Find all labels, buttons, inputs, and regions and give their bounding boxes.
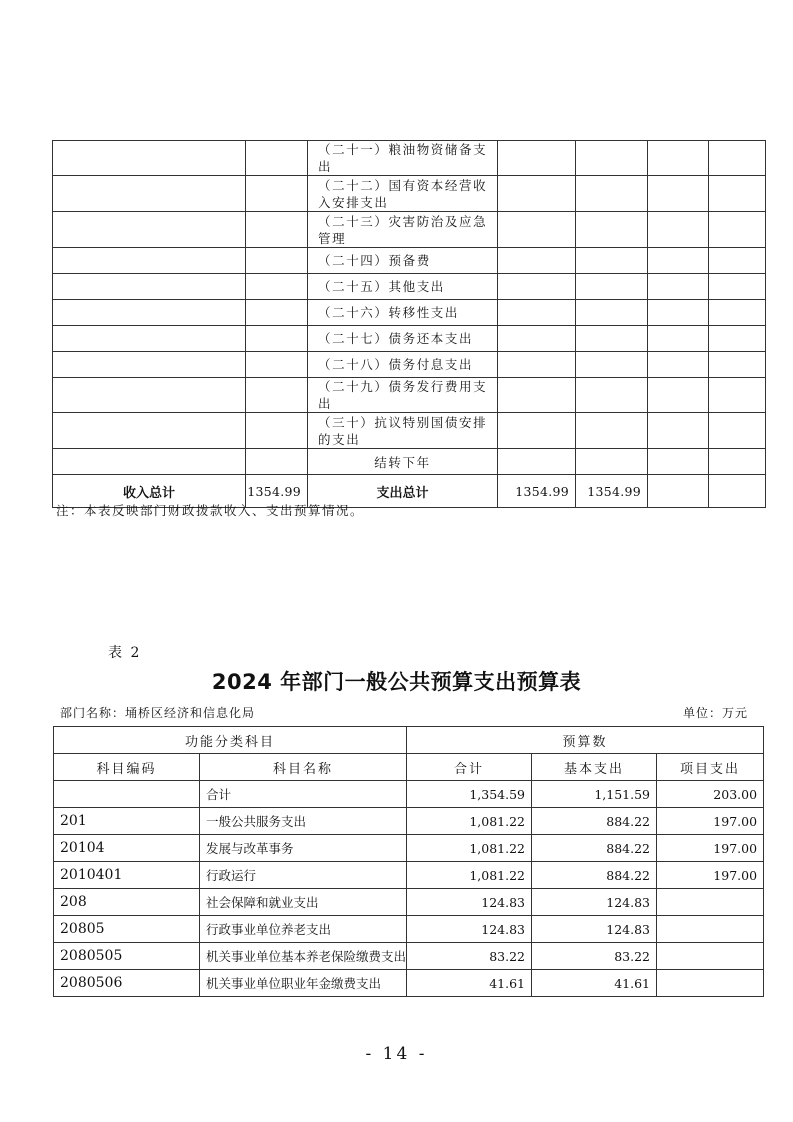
total-value: 124.83	[407, 916, 532, 943]
table-row	[53, 274, 766, 300]
subject-name: 合计	[200, 781, 407, 808]
table-row	[53, 326, 766, 352]
expense-item-label: （二十八）债务付息支出	[308, 352, 498, 378]
table-row	[54, 970, 764, 997]
project-value	[657, 889, 764, 916]
table-row	[53, 300, 766, 326]
project-value	[657, 916, 764, 943]
subject-name: 一般公共服务支出	[200, 808, 407, 835]
table-row	[54, 889, 764, 916]
subject-name: 行政运行	[200, 862, 407, 889]
basic-value: 124.83	[532, 889, 657, 916]
table-row	[53, 378, 766, 413]
total-value: 1,081.22	[407, 808, 532, 835]
subject-code: 2080505	[54, 943, 200, 970]
project-value: 203.00	[657, 781, 764, 808]
classification-header: 功能分类科目	[54, 727, 407, 754]
subject-name: 机关事业单位基本养老保险缴费支出	[200, 943, 407, 970]
page-number: - 14 -	[365, 1044, 428, 1064]
table-row	[53, 176, 766, 212]
expense-total-label: 支出总计	[308, 475, 498, 508]
expense-item-label: （三十）抗议特别国债安排的支出	[308, 413, 498, 449]
basic-value: 884.22	[532, 808, 657, 835]
basic-header: 基本支出	[532, 754, 657, 781]
table-row	[53, 141, 766, 176]
table-row	[54, 835, 764, 862]
basic-value: 83.22	[532, 943, 657, 970]
project-value: 197.00	[657, 808, 764, 835]
total-header: 合计	[407, 754, 532, 781]
table-row	[53, 352, 766, 378]
expense-item-label: （二十七）债务还本支出	[308, 326, 498, 352]
table-note: 注：本表反映部门财政拨款收入、支出预算情况。	[56, 503, 365, 518]
expense-item-label: （二十九）债务发行费用支出	[308, 378, 498, 413]
income-total-label: 收入总计	[53, 475, 246, 508]
expense-item-label: （二十二）国有资本经营收入安排支出	[308, 176, 498, 212]
total-value: 1,354.59	[407, 781, 532, 808]
project-header: 项目支出	[657, 754, 764, 781]
subject-code: 2080506	[54, 970, 200, 997]
subject-code: 20805	[54, 916, 200, 943]
table-row	[53, 449, 766, 475]
page-title: 2024 年部门一般公共预算支出预算表	[211, 670, 582, 694]
table-row	[53, 212, 766, 248]
code-header: 科目编码	[54, 754, 200, 781]
department-name: 部门名称：埇桥区经济和信息化局	[60, 706, 256, 720]
income-expense-table-continuation	[52, 140, 766, 508]
table-row	[54, 808, 764, 835]
table-row	[53, 413, 766, 449]
project-value: 197.00	[657, 835, 764, 862]
subject-code: 208	[54, 889, 200, 916]
subject-code: 20104	[54, 835, 200, 862]
subject-code	[54, 781, 200, 808]
table-row	[54, 916, 764, 943]
expense-item-label: （二十五）其他支出	[308, 274, 498, 300]
subject-name: 行政事业单位养老支出	[200, 916, 407, 943]
project-value	[657, 943, 764, 970]
project-value: 197.00	[657, 862, 764, 889]
total-value: 1,081.22	[407, 862, 532, 889]
table-row	[54, 781, 764, 808]
project-value	[657, 970, 764, 997]
expense-item-label: （二十三）灾害防治及应急管理	[308, 212, 498, 248]
subject-name: 社会保障和就业支出	[200, 889, 407, 916]
budget-header: 预算数	[407, 727, 764, 754]
basic-value: 884.22	[532, 862, 657, 889]
expense-total-value: 1354.99	[576, 475, 648, 508]
expense-item-label: （二十六）转移性支出	[308, 300, 498, 326]
table-row	[54, 862, 764, 889]
basic-value: 884.22	[532, 835, 657, 862]
total-value: 1,081.22	[407, 835, 532, 862]
basic-value: 1,151.59	[532, 781, 657, 808]
basic-value: 41.61	[532, 970, 657, 997]
income-total-value: 1354.99	[246, 475, 308, 508]
expense-total-value: 1354.99	[498, 475, 576, 508]
total-value: 83.22	[407, 943, 532, 970]
carry-forward-label: 结转下年	[308, 449, 498, 475]
subject-name: 机关事业单位职业年金缴费支出	[200, 970, 407, 997]
expense-item-label: （二十一）粮油物资储备支出	[308, 141, 498, 176]
table-number: 表 2	[108, 645, 142, 661]
subject-name: 发展与改革事务	[200, 835, 407, 862]
group-header-row	[54, 727, 764, 754]
total-value: 41.61	[407, 970, 532, 997]
column-header-row	[54, 754, 764, 781]
subject-code: 201	[54, 808, 200, 835]
total-value: 124.83	[407, 889, 532, 916]
table-row	[54, 943, 764, 970]
basic-value: 124.83	[532, 916, 657, 943]
unit-label: 单位：万元	[683, 706, 749, 720]
subject-code: 2010401	[54, 862, 200, 889]
table-row	[53, 248, 766, 274]
name-header: 科目名称	[200, 754, 407, 781]
budget-expenditure-table	[53, 726, 764, 997]
expense-item-label: （二十四）预备费	[308, 248, 498, 274]
